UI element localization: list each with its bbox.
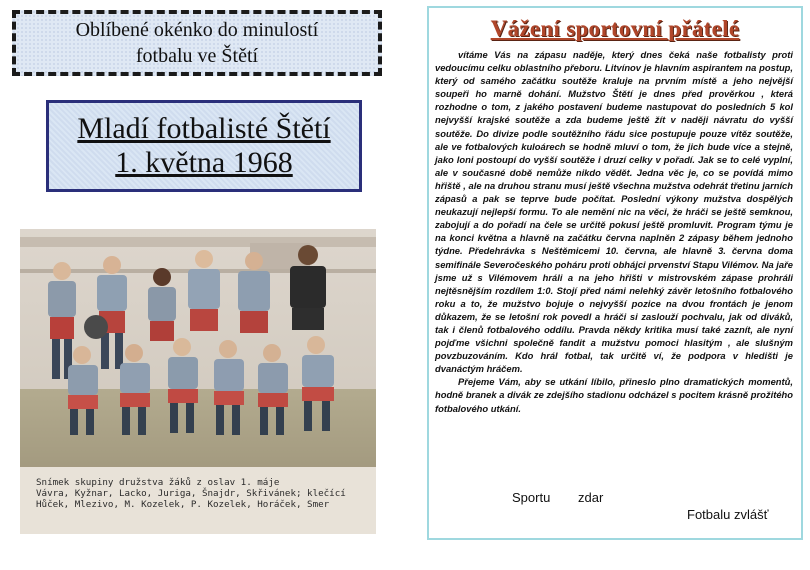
team-photo <box>20 229 376 534</box>
article-paragraph: Přejeme Vám, aby se utkání líbilo, přineslo plno dramatických momentů, hodně branek a divák ze zdejšího stadionu odcházel s pocitem krásně prožitého fotbalového utkání. <box>435 376 793 414</box>
caption-line: Vávra, Kyžnar, Lacko, Juriga, Šnajdr, Skřivánek; klečící <box>36 488 346 499</box>
title-banner <box>46 100 362 192</box>
header-banner <box>12 10 382 76</box>
photo-caption <box>36 477 366 510</box>
football <box>84 315 108 339</box>
article-body <box>435 48 793 415</box>
title-line-2: 1. května 1968 <box>115 146 293 179</box>
article-paragraph: vítáme Vás na zápasu naděje, který dnes čeká naše fotbalisty proti vedoucímu celku oblastního přeboru. Litvínov je hlavním aspirantem na postup, který od samého začátku soutěže kraluje na prvním místě a jeho nejvější soupeři ho marně dohání. Mužstvo Štětí je dnes před prověrkou , která rozhodne o tom, z jakého postavení budeme nastupovat do posledních 5 kol nejvyšší krajské soutěže a zda budeme ještě žít v naději návratu do vyšší soutěže. Do divize podle soutěžního řádu sice postupuje pouze vítěz soutěže, ale ve fotbalových kuloárech se hodně mluví o tom, že jich bude více a stejně, jako loni postoupí do vyšší soutěže i druzí celky v pořadí. Jak se to celé vyplní, ale v současné době nemůže nikdo vědět. Jedna věc je, co se povídá mimo hřiště , ale na druhou stranu musí ještě všechna mužstva odehrát třetinu jarních zápasů a pak se teprve bude počítat. Poslední výkony mužstva dospělých neukazují nejlepší formu. To ale nemění nic na věci, že hráči se ještě semknou, zabojují a do pořadí na čele se určitě pokusí ještě promluvit. Program týmu je na konci května a hlavně na začátku června naplněn 2 zápasy během jednoho týdne. Předehrávka s Neštěmicemi 10. června, ale hlavně 3. června doma semifinále Severočeského poháru proti obhájci prvenství Stapu Vilémov. Na jaře jsme už s Vilémovem hráli a na jeho hřišti v mistrovském zápase prohráli nejtěsnějším rozdílem 1:0. Stojí před námi nelehký závěr letošního fotbalového roku a to, že mužstvo bojuje o nejvyšší pozice na dvou frontách je jenom důkazem, že se letošní rok povedl a hráči si zaslouží pochvalu, jak od diváků, tak i členů fotbalového oddílu. Pravda někdy kritika musí také zaznít, ale nyní pojďme všichni společně fandit a mužstvu pomoci hlasitým , ale slušným povzbuzováním. Kdo hrál fotbal, tak určitě ví, že podpora v hledišti je dvanáctým hráčem. <box>435 49 793 375</box>
signoff-zdar: zdar <box>578 490 604 505</box>
caption-line: Hůček, Mlezivo, M. Kozelek, P. Kozelek, Horáček, Smer <box>36 499 330 510</box>
article-panel <box>427 6 803 540</box>
signoff-sportu: Sportu <box>512 490 551 505</box>
title-line-1: Mladí fotbalisté Štětí <box>77 112 331 145</box>
article-title: Vážení sportovní přátelé <box>490 16 740 41</box>
caption-line: Snímek skupiny družstva žáků z oslav 1. máje <box>36 477 280 488</box>
signoff-fotbalu: Fotbalu zvlášť <box>687 507 769 522</box>
header-line-1: Oblíbené okénko do minulostí <box>75 19 319 41</box>
header-line-2: fotbalu ve Štětí <box>135 45 259 67</box>
